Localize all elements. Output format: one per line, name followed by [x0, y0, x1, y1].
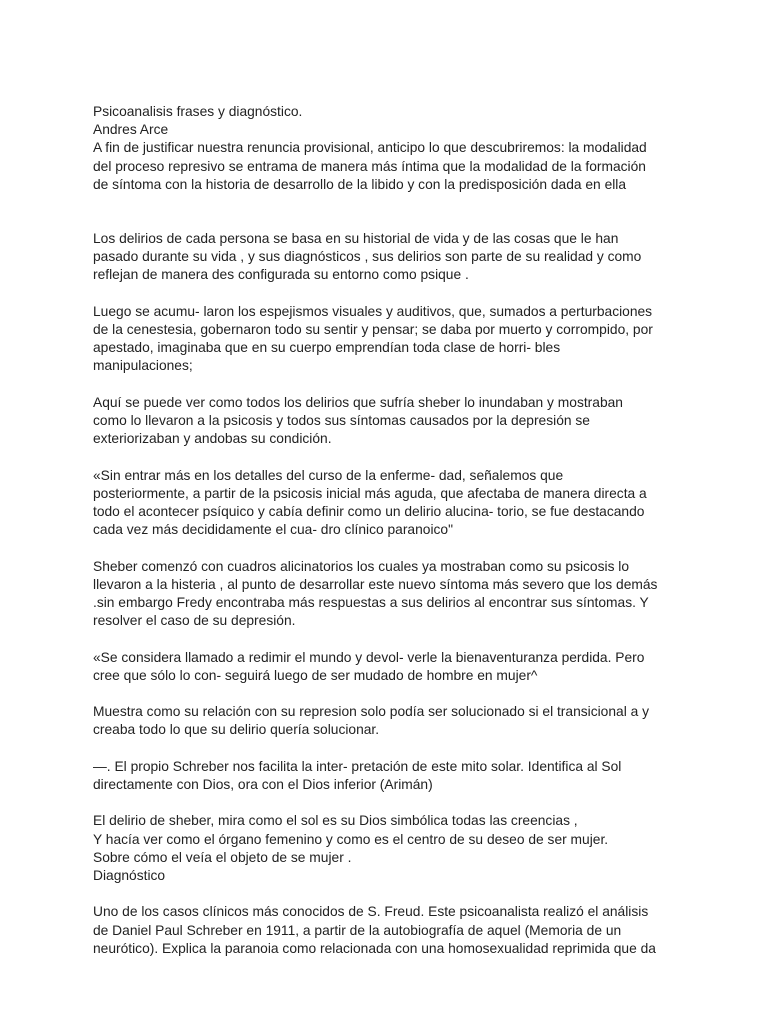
- paragraph: [93, 812, 663, 885]
- paragraph-line: manipulaciones;: [93, 358, 193, 374]
- paragraph: [93, 558, 663, 631]
- paragraph-line: Los delirios de cada persona se basa en su historial de vida y de las cosas que le han: [93, 231, 619, 247]
- paragraph-line: «Se considera llamado a redimir el mundo y devol- verle la bienaventuranza perdida. Pero: [93, 649, 645, 665]
- paragraph-line: Uno de los casos clínicos más conocidos de S. Freud. Este psicoanalista realizó el análisis: [93, 904, 649, 920]
- paragraph-line: Aquí se puede ver como todos los delirios que sufría sheber lo inundaban y mostraban: [93, 394, 623, 410]
- paragraph-line: «Sin entrar más en los detalles del curso de la enferme- dad, señalemos que: [93, 467, 564, 483]
- paragraph-line: resolver el caso de su depresión.: [93, 613, 296, 629]
- paragraph: [93, 394, 663, 449]
- paragraph-line: todo el acontecer psíquico y cabía definir como un delirio alucina- torio, se fue destacando: [93, 504, 645, 520]
- paragraph-line: exteriorizaban y andobas su condición.: [93, 431, 332, 447]
- paragraph: [93, 303, 663, 376]
- paragraph-line: A fin de justificar nuestra renuncia provisional, anticipo lo que descubriremos: la modalidad: [93, 140, 647, 156]
- paragraph: [93, 903, 663, 958]
- paragraph-line: cada vez más decididamente el cua- dro clínico paranoico": [93, 522, 453, 538]
- paragraph-line: —. El propio Schreber nos facilita la inter- pretación de este mito solar. Identifica al Sol: [93, 758, 622, 774]
- paragraph: [93, 230, 663, 285]
- paragraph-line: de Daniel Paul Schreber en 1911, a partir de la autobiografía de aquel (Memoria de un: [93, 922, 622, 938]
- paragraph-line: posteriormente, a partir de la psicosis inicial más aguda, que afectaba de manera directa a: [93, 485, 647, 501]
- section-heading-diagnostico: Diagnóstico: [93, 868, 166, 883]
- document-author: Andres Arce: [93, 122, 169, 138]
- paragraph-line: neurótico). Explica la paranoia como relacionada con una homosexualidad reprimida que da: [93, 940, 656, 956]
- paragraph-line: del proceso represivo se entrama de manera más íntima que la modalidad de la formación: [93, 158, 646, 174]
- paragraph-line: pasado durante su vida , y sus diagnósticos , sus delirios son parte de su realidad y como: [93, 249, 642, 265]
- quote-paragraph: [93, 467, 663, 540]
- paragraph-line: Luego se acumu- laron los espejismos visuales y auditivos, que, sumados a perturbaciones: [93, 303, 653, 319]
- paragraph-line: apestado, imaginaba que en su cuerpo emprendían toda clase de horri- bles: [93, 340, 561, 356]
- paragraph-line: directamente con Dios, ora con el Dios inferior (Arimán): [93, 777, 433, 792]
- paragraph-line: de síntoma con la historia de desarrollo de la libido y con la predisposición dada en ella: [93, 176, 627, 192]
- paragraph-line: El delirio de sheber, mira como el sol es su Dios simbólica todas las creencias ,: [93, 813, 578, 829]
- paragraph-line: como lo llevaron a la psicosis y todos sus síntomas causados por la depresión se: [93, 413, 590, 429]
- paragraph-line: cree que sólo lo con- seguirá luego de ser mudado de hombre en mujer^: [93, 667, 538, 683]
- paragraph: [93, 758, 663, 794]
- paragraph: [93, 139, 663, 194]
- document-body: [93, 103, 663, 958]
- paragraph-line: de la cenestesia, gobernaron todo su sentir y pensar; se daba por muerto y corrompido, por: [93, 322, 653, 338]
- quote-paragraph: [93, 649, 663, 685]
- paragraph: [93, 703, 663, 739]
- paragraph-line: Sheber comenzó con cuadros alicinatorios los cuales ya mostraban como su psicosis lo: [93, 558, 630, 574]
- paragraph-line: Muestra como su relación con su represion solo podía ser solucionado si el transicional a y: [93, 704, 649, 720]
- paragraph-line: llevaron a la histeria , al punto de desarrollar este nuevo síntoma más severo que los demás: [93, 576, 658, 592]
- paragraph-line: creaba todo lo que su delirio quería solucionar.: [93, 722, 380, 738]
- paragraph-line: Sobre cómo el veía el objeto de se mujer .: [93, 849, 352, 865]
- paragraph-line: Y hacía ver como el órgano femenino y como es el centro de su deseo de ser mujer.: [93, 831, 609, 847]
- document-title: Psicoanalisis frases y diagnóstico.: [93, 104, 303, 119]
- paragraph-line: reflejan de manera des configurada su entorno como psique .: [93, 267, 469, 283]
- paragraph-line: .sin embargo Fredy encontraba más respuestas a sus delirios al encontrar sus síntomas. Y: [93, 595, 649, 611]
